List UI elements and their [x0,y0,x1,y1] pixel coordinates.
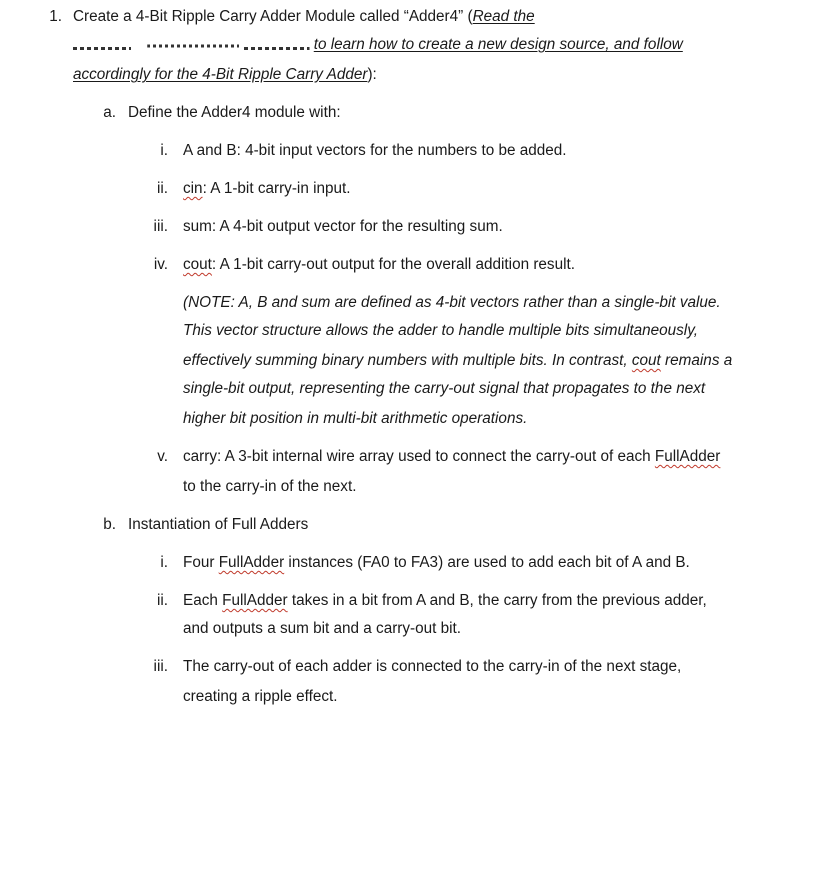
item-1-text-end: ): [367,66,377,83]
b-ii-marker: ii. [156,592,168,609]
term-fulladder: FullAdder [218,554,285,571]
redacted-scribble [73,40,131,50]
b-iii-marker: iii. [153,658,168,675]
tutorial-link-part-2[interactable]: to learn how to create a new design source, and follow [313,36,683,53]
a-ii-text: : A 1-bit carry-in input. [202,180,351,197]
a-v-text: carry: A 3-bit internal wire array used to connect the carry-out of each [183,448,655,465]
a-v-line-2: to the carry-in of the next. [183,478,357,495]
a-ii-line [183,179,351,199]
term-cout: cout [183,256,212,273]
a-iv-text: : A 1-bit carry-out output for the overall addition result. [211,256,575,273]
term-cin: cin [183,180,203,197]
note-line-1: (NOTE: A, B and sum are defined as 4-bit vectors rather than a single-bit value. [183,294,721,311]
note-line-3 [183,351,732,371]
note-line-3-end: remains a [660,352,733,369]
b-ii-line-2: and outputs a sum bit and a carry-out bit. [183,620,462,637]
note-line-4: single-bit output, representing the carry-out signal that propagates to the next [183,380,706,397]
b-ii-text-start: Each [183,592,223,609]
item-1-line-1 [73,7,535,27]
a-v-line-1 [183,447,720,467]
tutorial-link-part-3[interactable]: accordingly for the 4-Bit Ripple Carry Adder [73,66,368,83]
term-fulladder: FullAdder [654,448,721,465]
item-1-line-3 [73,65,377,85]
a-i-text: A and B: 4-bit input vectors for the numbers to be added. [183,142,567,159]
b-i-text-start: Four [183,554,219,571]
a-v-marker: v. [157,448,168,465]
a-iv-marker: iv. [153,256,168,273]
b-i-line [183,553,690,573]
term-fulladder: FullAdder [222,592,288,609]
item-1-line-2 [73,35,683,55]
a-iv-line [183,255,575,275]
a-iii-marker: iii. [153,218,168,235]
section-b-title: Instantiation of Full Adders [128,516,309,533]
b-i-text-end: instances (FA0 to FA3) are used to add each bit of A and B. [284,554,690,571]
b-i-marker: i. [160,554,168,571]
note-term-cout: cout [631,352,661,369]
b-ii-line-1 [183,591,707,611]
item-1-text: Create a 4-Bit Ripple Carry Adder Module called “Adder4” ( [73,8,473,25]
redacted-scribble [244,40,310,50]
section-a-marker: a. [103,104,116,121]
note-line-2: This vector structure allows the adder to handle multiple bits simultaneously, [183,322,698,339]
note-line-3-start: effectively summing binary numbers with multiple bits. In contrast, [183,352,632,369]
a-iii-text: sum: A 4-bit output vector for the resulting sum. [183,218,503,235]
redacted-scribble [147,40,239,50]
a-ii-marker: ii. [156,180,168,197]
section-a-title: Define the Adder4 module with: [128,104,341,121]
item-1-number: 1. [49,8,62,25]
a-i-marker: i. [160,142,168,159]
tutorial-link-part-1[interactable]: Read the [472,8,535,25]
b-iii-line-1: The carry-out of each adder is connected to the carry-in of the next stage, [183,658,682,675]
note-line-5: higher bit position in multi-bit arithmetic operations. [183,410,528,427]
section-b-marker: b. [103,516,116,533]
b-iii-line-2: creating a ripple effect. [183,688,338,705]
b-ii-text-end: takes in a bit from A and B, the carry from the previous adder, [287,592,707,609]
